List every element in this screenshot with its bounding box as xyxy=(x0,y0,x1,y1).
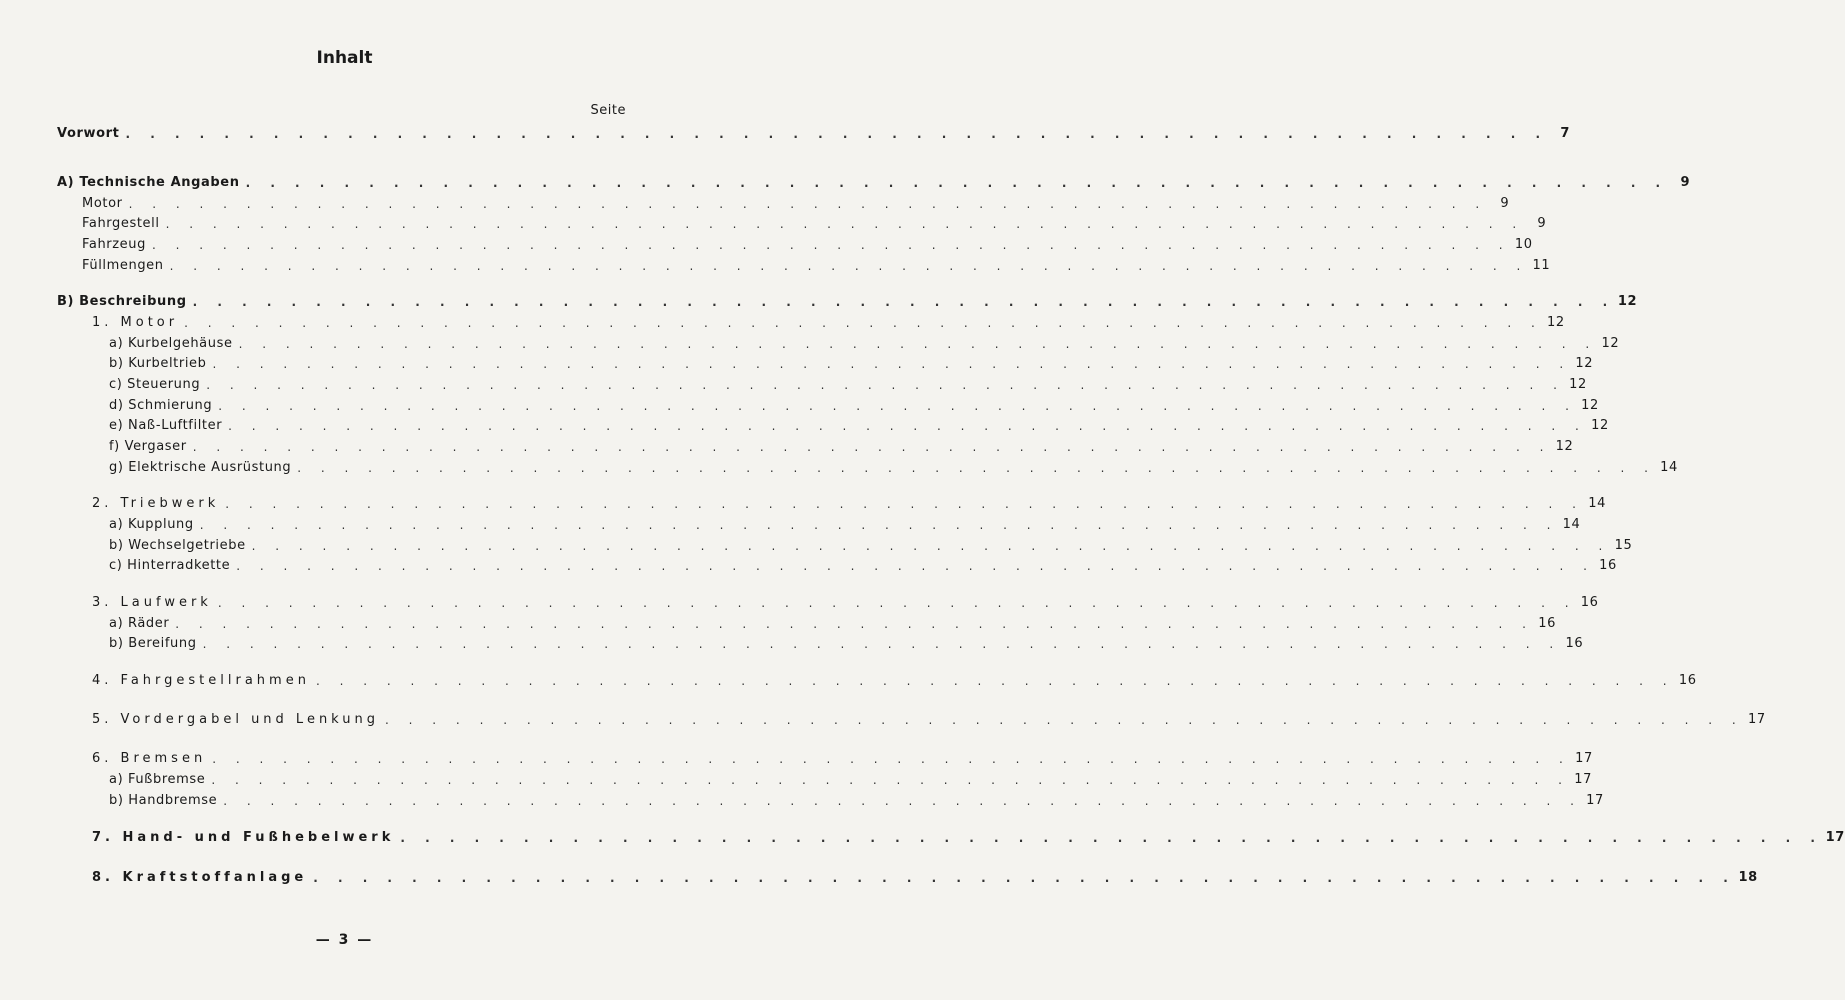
toc-leader: . . . . . . . . . . . . . . . . . . . . . . . . . . . . . . . . . . . . . . . . . . . . . . . . . . . . . . . . . . xyxy=(315,674,1675,688)
toc-label: c) Hinterradkette xyxy=(109,558,231,573)
toc-leader: . . . . . . . . . . . . . . . . . . . . . . . . . . . . . . . . . . . . . . . . . . . . . . . . . . . . . . . . . . xyxy=(212,752,1571,766)
toc-leader: . . . . . . . . . . . . . . . . . . . . . . . . . . . . . . . . . . . . . . . . . . . . . . . . . . . . . . . . . . xyxy=(385,713,1744,727)
toc-page: 11 xyxy=(1532,258,1551,273)
toc-label: d) Schmierung xyxy=(109,398,213,413)
toc-label: 1. Motor xyxy=(92,315,179,330)
toc-leader: . . . . . . . . . . . . . . . . . . . . . . . . . . . . . . . . . . . . . . . . . . . . . . . . . . . . . . . . . . xyxy=(184,316,1543,330)
toc-row-6-bremsen xyxy=(0,747,1593,767)
toc-leader: . . . . . . . . . . . . . . . . . . . . . . . . . . . . . . . . . . . . . . . . . . . . . . . . . . . . . . . . . . xyxy=(192,295,1616,309)
toc-row-3-laufwerk xyxy=(0,591,1599,611)
toc-leader: . . . . . . . . . . . . . . . . . . . . . . . . . . . . . . . . . . . . . . . . . . . . . . . . . . . . . . . . . . xyxy=(228,419,1587,433)
toc-leader: . . . . . . . . . . . . . . . . . . . . . . . . . . . . . . . . . . . . . . . . . . . . . . . . . . . . . . . . . . xyxy=(223,794,1582,808)
toc-leader: . . . . . . . . . . . . . . . . . . . . . . . . . . . . . . . . . . . . . . . . . . . . . . . . . . . . . . . . . . xyxy=(206,378,1565,392)
toc-row-8-kraftstoffanlage xyxy=(0,866,1758,886)
toc-row-beschreibung xyxy=(0,290,1638,310)
toc-page: 9 xyxy=(1500,196,1510,211)
toc-row-fahrzeug xyxy=(0,233,1533,253)
toc-row-kurbelgehaeuse xyxy=(0,332,1620,352)
toc-page: 14 xyxy=(1562,517,1581,532)
toc-row-7-hebelwerk xyxy=(0,826,1845,846)
toc-leader: . . . . . . . . . . . . . . . . . . . . . . . . . . . . . . . . . . . . . . . . . . . . . . . . . . . . . . . . . . xyxy=(128,197,1488,211)
toc-row-kupplung xyxy=(0,513,1581,533)
toc-page: 12 xyxy=(1547,315,1565,330)
page-column-header: Seite xyxy=(590,103,626,118)
toc-row-handbremse xyxy=(0,789,1604,809)
toc-row-fussbremse xyxy=(0,768,1592,788)
toc-leader: . . . . . . . . . . . . . . . . . . . . . . . . . . . . . . . . . . . . . . . . . . . . . . . . . . . . . . . . . . xyxy=(202,637,1562,651)
toc-label: g) Elektrische Ausrüstung xyxy=(109,460,292,475)
toc-page: 17 xyxy=(1574,772,1592,787)
toc-row-technische-angaben xyxy=(0,171,1691,191)
toc-page: 9 xyxy=(1537,216,1547,231)
toc-page: 16 xyxy=(1678,673,1697,688)
toc-row-vorwort xyxy=(0,122,1570,142)
toc-row-steuerung xyxy=(0,373,1587,393)
toc-label: f) Vergaser xyxy=(109,439,187,454)
toc-label: 5. Vordergabel und Lenkung xyxy=(92,712,380,727)
toc-row-1-motor xyxy=(0,311,1565,331)
toc-page: 12 xyxy=(1581,398,1599,413)
toc-leader: . . . . . . . . . . . . . . . . . . . . . . . . . . . . . . . . . . . . . . . . . . . . . . . . . . . . . . . . . . xyxy=(251,539,1611,553)
toc-row-motor xyxy=(0,192,1510,212)
toc-page: 16 xyxy=(1565,636,1584,651)
toc-label: 2. Triebwerk xyxy=(92,496,220,511)
toc-leader: . . . . . . . . . . . . . . . . . . . . . . . . . . . . . . . . . . . . . . . . . . . . . . . . . . . . . . . . . . xyxy=(400,831,1823,845)
toc-leader: . . . . . . . . . . . . . . . . . . . . . . . . . . . . . . . . . . . . . . . . . . . . . . . . . . . . . . . . . . xyxy=(169,259,1529,273)
toc-page: 12 xyxy=(1601,336,1620,351)
toc-label: A) Technische Angaben xyxy=(57,175,240,190)
page-title: Inhalt xyxy=(316,48,373,68)
toc-row-4-fahrgestellrahmen xyxy=(0,669,1697,689)
toc-label: Fahrzeug xyxy=(82,237,146,252)
toc-label: 8. Kraftstoffanlage xyxy=(92,870,308,885)
toc-row-2-triebwerk xyxy=(0,492,1606,512)
toc-page: 16 xyxy=(1599,558,1617,573)
toc-row-bereifung xyxy=(0,632,1584,652)
toc-page: 15 xyxy=(1614,538,1633,553)
toc-leader: . . . . . . . . . . . . . . . . . . . . . . . . . . . . . . . . . . . . . . . . . . . . . . . . . . . . . . . . . . xyxy=(192,440,1552,454)
toc-page: 12 xyxy=(1591,418,1609,433)
toc-page: 17 xyxy=(1825,830,1845,845)
toc-row-elektrische-ausruestung xyxy=(0,456,1678,476)
toc-page: 12 xyxy=(1575,356,1594,371)
toc-page: 16 xyxy=(1538,616,1556,631)
toc-label: c) Steuerung xyxy=(109,377,201,392)
toc-page: 17 xyxy=(1747,712,1766,727)
toc-label: 7. Hand- und Fußhebelwerk xyxy=(92,830,395,845)
toc-leader: . . . . . . . . . . . . . . . . . . . . . . . . . . . . . . . . . . . . . . . . . . . . . . . . . . . . . . . . . . xyxy=(236,559,1595,573)
toc-page: 12 xyxy=(1617,294,1638,309)
toc-row-raeder xyxy=(0,612,1556,632)
toc-leader: . . . . . . . . . . . . . . . . . . . . . . . . . . . . . . . . . . . . . . . . . . . . . . . . . . . . . . . . . . xyxy=(225,497,1584,511)
toc-leader: . . . . . . . . . . . . . . . . . . . . . . . . . . . . . . . . . . . . . . . . . . . . . . . . . . . . . . . . . . xyxy=(313,871,1736,885)
toc-label: a) Fußbremse xyxy=(109,772,206,787)
toc-label: b) Wechselgetriebe xyxy=(109,538,246,553)
toc-label: Vorwort xyxy=(57,126,120,141)
toc-leader: . . . . . . . . . . . . . . . . . . . . . . . . . . . . . . . . . . . . . . . . . . . . . . . . . . . . . . . . . . xyxy=(212,357,1572,371)
toc-label: e) Naß-Luftfilter xyxy=(109,418,223,433)
toc-leader: . . . . . . . . . . . . . . . . . . . . . . . . . . . . . . . . . . . . . . . . . . . . . . . . . . . . . . . . . . xyxy=(199,518,1559,532)
toc-page: 12 xyxy=(1555,439,1574,454)
toc-label: Motor xyxy=(82,196,123,211)
toc-leader: . . . . . . . . . . . . . . . . . . . . . . . . . . . . . . . . . . . . . . . . . . . . . . . . . . . . . . . . . . xyxy=(165,217,1525,231)
toc-leader: . . . . . . . . . . . . . . . . . . . . . . . . . . . . . . . . . . . . . . . . . . . . . . . . . . . . . . . . . . xyxy=(125,127,1548,141)
toc-leader: . . . . . . . . . . . . . . . . . . . . . . . . . . . . . . . . . . . . . . . . . . . . . . . . . . . . . . . . . . xyxy=(245,176,1669,190)
toc-row-fuellmengen xyxy=(0,254,1551,274)
toc-page: 17 xyxy=(1575,751,1593,766)
toc-page: 17 xyxy=(1586,793,1604,808)
toc-row-schmierung xyxy=(0,394,1599,414)
toc-page: 7 xyxy=(1560,126,1570,141)
toc-leader: . . . . . . . . . . . . . . . . . . . . . . . . . . . . . . . . . . . . . . . . . . . . . . . . . . . . . . . . . . xyxy=(211,773,1570,787)
toc-label: 6. Bremsen xyxy=(92,751,207,766)
toc-page: 14 xyxy=(1588,496,1606,511)
toc-row-5-vordergabel xyxy=(0,708,1766,728)
toc-label: Füllmengen xyxy=(82,258,164,273)
toc-leader: . . . . . . . . . . . . . . . . . . . . . . . . . . . . . . . . . . . . . . . . . . . . . . . . . . . . . . . . . . xyxy=(238,337,1598,351)
toc-row-kurbeltrieb xyxy=(0,352,1594,372)
toc-page: 14 xyxy=(1660,460,1678,475)
toc-leader: . . . . . . . . . . . . . . . . . . . . . . . . . . . . . . . . . . . . . . . . . . . . . . . . . . . . . . . . . . xyxy=(217,596,1577,610)
toc-label: b) Kurbeltrieb xyxy=(109,356,207,371)
toc-page: 12 xyxy=(1569,377,1587,392)
toc-label: b) Bereifung xyxy=(109,636,197,651)
toc-row-nass-luftfilter xyxy=(0,414,1609,434)
toc-row-wechselgetriebe xyxy=(0,534,1633,554)
toc-label: B) Beschreibung xyxy=(57,294,187,309)
toc-label: 3. Laufwerk xyxy=(92,595,212,610)
toc-label: 4. Fahrgestellrahmen xyxy=(92,673,310,688)
toc-row-hinterradkette xyxy=(0,554,1617,574)
toc-label: a) Kurbelgehäuse xyxy=(109,336,233,351)
toc-page: 18 xyxy=(1738,870,1758,885)
toc-leader: . . . . . . . . . . . . . . . . . . . . . . . . . . . . . . . . . . . . . . . . . . . . . . . . . . . . . . . . . . xyxy=(297,461,1656,475)
page-number-footer: — 3 — xyxy=(315,932,374,948)
toc-leader: . . . . . . . . . . . . . . . . . . . . . . . . . . . . . . . . . . . . . . . . . . . . . . . . . . . . . . . . . . xyxy=(151,238,1511,252)
toc-row-fahrgestell xyxy=(0,212,1547,232)
toc-label: a) Kupplung xyxy=(109,517,194,532)
toc-label: b) Handbremse xyxy=(109,793,218,808)
toc-leader: . . . . . . . . . . . . . . . . . . . . . . . . . . . . . . . . . . . . . . . . . . . . . . . . . . . . . . . . . . xyxy=(218,399,1577,413)
toc-label: Fahrgestell xyxy=(82,216,160,231)
toc-page: 10 xyxy=(1514,237,1533,252)
toc-row-vergaser xyxy=(0,435,1574,455)
toc-label: a) Räder xyxy=(109,616,170,631)
toc-page: 9 xyxy=(1680,175,1691,190)
toc-page: 16 xyxy=(1580,595,1599,610)
toc-leader: . . . . . . . . . . . . . . . . . . . . . . . . . . . . . . . . . . . . . . . . . . . . . . . . . . . . . . . . . . xyxy=(175,617,1534,631)
